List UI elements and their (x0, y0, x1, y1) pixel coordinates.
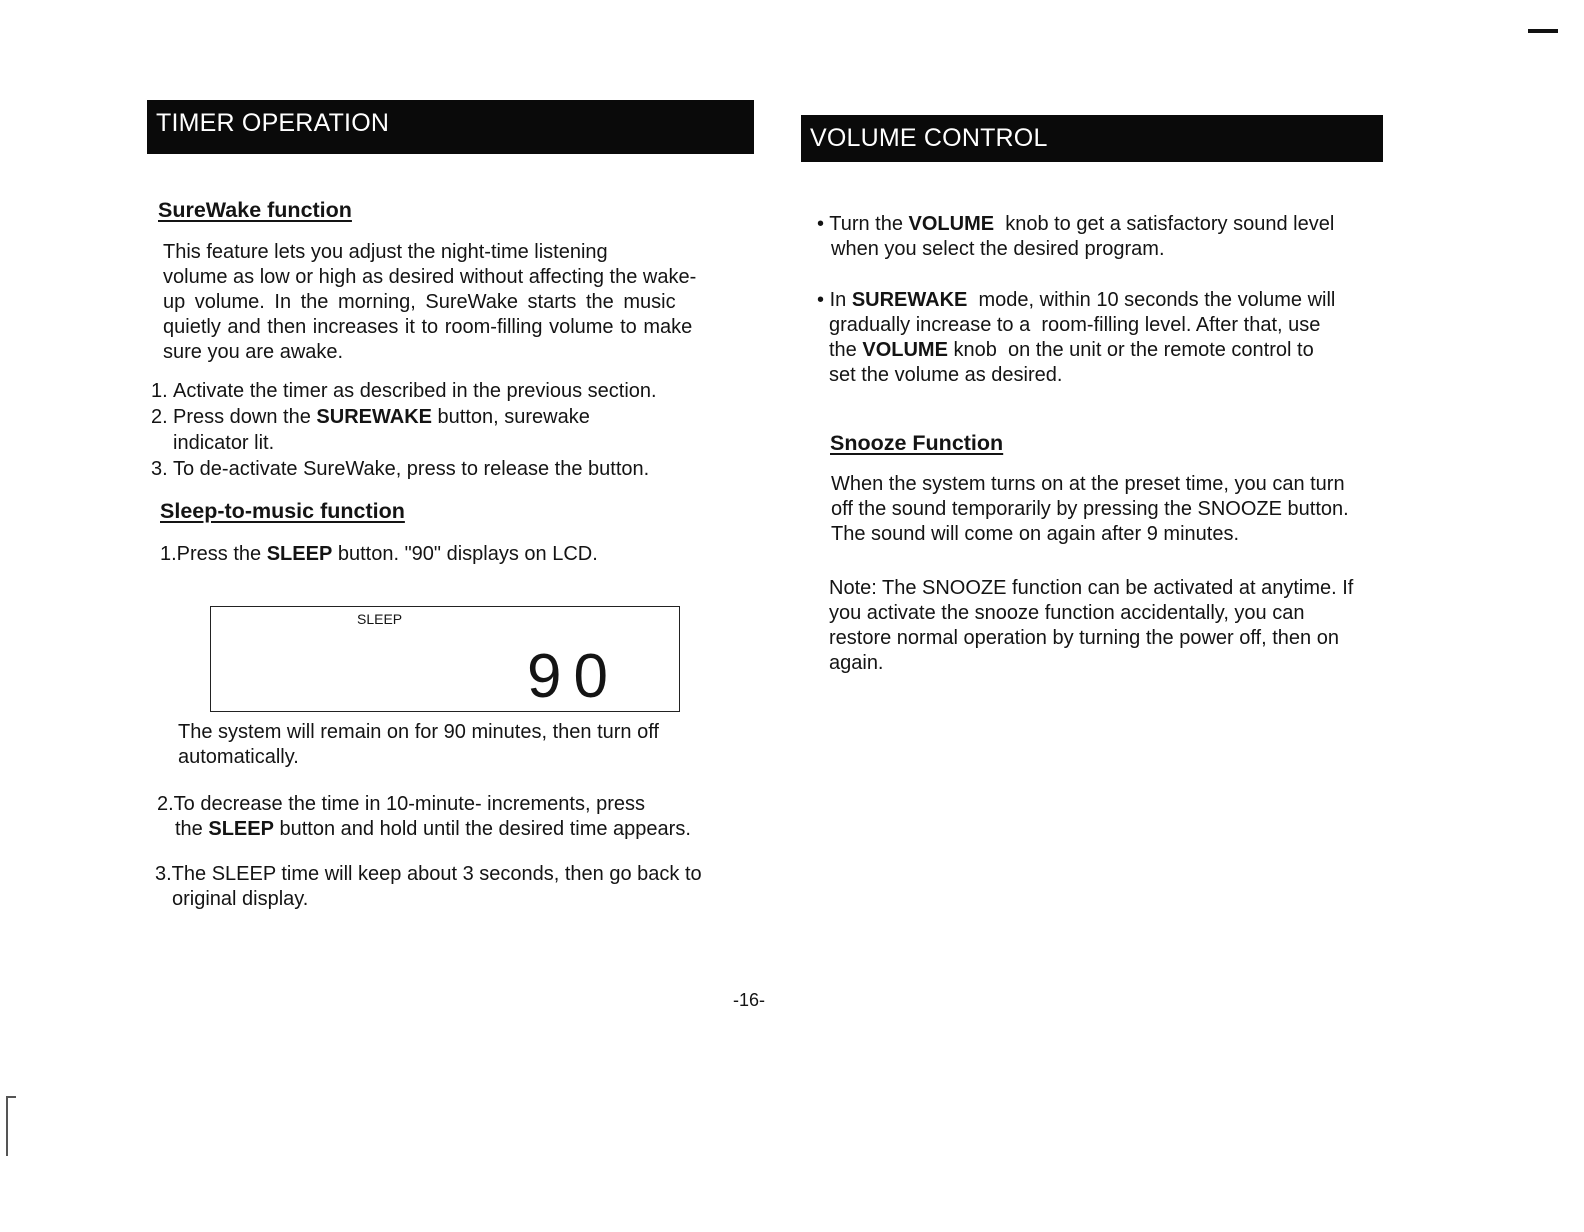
surewake-steps (151, 378, 751, 482)
para-line: automatically. (178, 746, 299, 768)
bullet-text: the (829, 339, 863, 361)
step-bold-text: SLEEP (266, 543, 333, 565)
para-line (157, 817, 691, 842)
intro-line: volume as low or high as desired without affecting the wake- (163, 266, 697, 288)
intro-line: sure you are awake. (163, 341, 344, 363)
step-text: 1.Press the (160, 543, 267, 565)
list-item (151, 456, 751, 482)
intro-line: up volume. In the morning, SureWake starts the music (163, 291, 676, 313)
snooze-para-1 (831, 472, 1349, 547)
step-text: indicator lit. (173, 432, 275, 454)
bullet-icon: • (817, 289, 825, 311)
step-number: 2. (151, 406, 168, 428)
step-text: button and hold until the desired time appears. (273, 818, 691, 840)
para-line: you activate the snooze function accidentally, you can (829, 602, 1305, 624)
bullet-text: knob to get a satisfactory sound level (994, 213, 1335, 235)
para-line: again. (829, 652, 884, 674)
step-bold-text: SUREWAKE (316, 406, 432, 428)
para-line: set the volume as desired. (829, 364, 1063, 386)
bullet-text: knob on the unit or the remote control to (947, 339, 1314, 361)
para-line: original display. (172, 888, 309, 910)
bullet-text: Turn the (829, 213, 909, 235)
scan-artifact-corner (6, 1096, 10, 1156)
lcd-value: 90 (527, 642, 620, 711)
para-line: When the system turns on at the preset time, you can turn (831, 473, 1345, 495)
para-line: off the sound temporarily by pressing the SNOOZE button. (831, 498, 1349, 520)
bullet-bold-text: VOLUME (862, 339, 948, 361)
para-line: The sound will come on again after 9 minutes. (831, 523, 1239, 545)
scan-artifact-dash (1528, 29, 1558, 33)
bullet-text: mode, within 10 seconds the volume will (967, 289, 1336, 311)
step-number: 3. (151, 458, 168, 480)
para-line: when you select the desired program. (831, 238, 1165, 260)
sleep-step-1 (160, 542, 598, 567)
para-line: 3.The SLEEP time will keep about 3 seconds, then go back to (155, 863, 702, 885)
surewake-heading: SureWake function (158, 198, 352, 222)
para-line: The system will remain on for 90 minutes, then turn off (178, 721, 659, 743)
list-item (151, 404, 751, 456)
sleep-step-3 (155, 862, 702, 912)
para-line: gradually increase to a room-filling level. After that, use (829, 314, 1321, 336)
para-line (817, 212, 1334, 237)
snooze-para-2 (829, 576, 1353, 676)
intro-line: This feature lets you adjust the night-time listening (163, 241, 608, 263)
bullet-icon: • (817, 213, 825, 235)
step-text: Press down the (173, 406, 317, 428)
lcd-sleep-label: SLEEP (357, 611, 403, 627)
list-item (151, 378, 751, 404)
para-line (817, 288, 1335, 313)
para-line: Note: The SNOOZE function can be activated at anytime. If (829, 577, 1354, 599)
step-number: 1. (151, 380, 168, 402)
step-text: the (175, 818, 209, 840)
step-bold-text: SLEEP (208, 818, 274, 840)
volume-control-banner: VOLUME CONTROL (801, 115, 1383, 162)
bullet-bold-text: VOLUME (908, 213, 995, 235)
bullet-bold-text: SUREWAKE (851, 289, 968, 311)
timer-operation-banner: TIMER OPERATION (147, 100, 754, 154)
step-text: To de-activate SureWake, press to release the button. (173, 458, 650, 480)
snooze-heading: Snooze Function (830, 431, 1004, 455)
para-line: 2.To decrease the time in 10-minute- increments, press (157, 793, 645, 815)
sleep-step-2 (157, 792, 691, 842)
surewake-intro (163, 240, 743, 365)
sleep-after-lcd (178, 720, 659, 770)
page-number: -16- (733, 990, 766, 1010)
para-line: restore normal operation by turning the power off, then on (829, 627, 1339, 649)
para-line (817, 338, 1335, 363)
step-text: button, surewake (432, 406, 590, 428)
lcd-display (210, 606, 680, 712)
step-text: button. "90" displays on LCD. (332, 543, 598, 565)
step-text: Activate the timer as described in the previous section. (173, 380, 657, 402)
bullet-text: In (829, 289, 852, 311)
sleep-heading: Sleep-to-music function (160, 499, 405, 523)
volume-bullet-1 (817, 212, 1334, 262)
volume-bullet-2 (817, 288, 1335, 388)
intro-line: quietly and then increases it to room-filling volume to make (163, 316, 693, 338)
